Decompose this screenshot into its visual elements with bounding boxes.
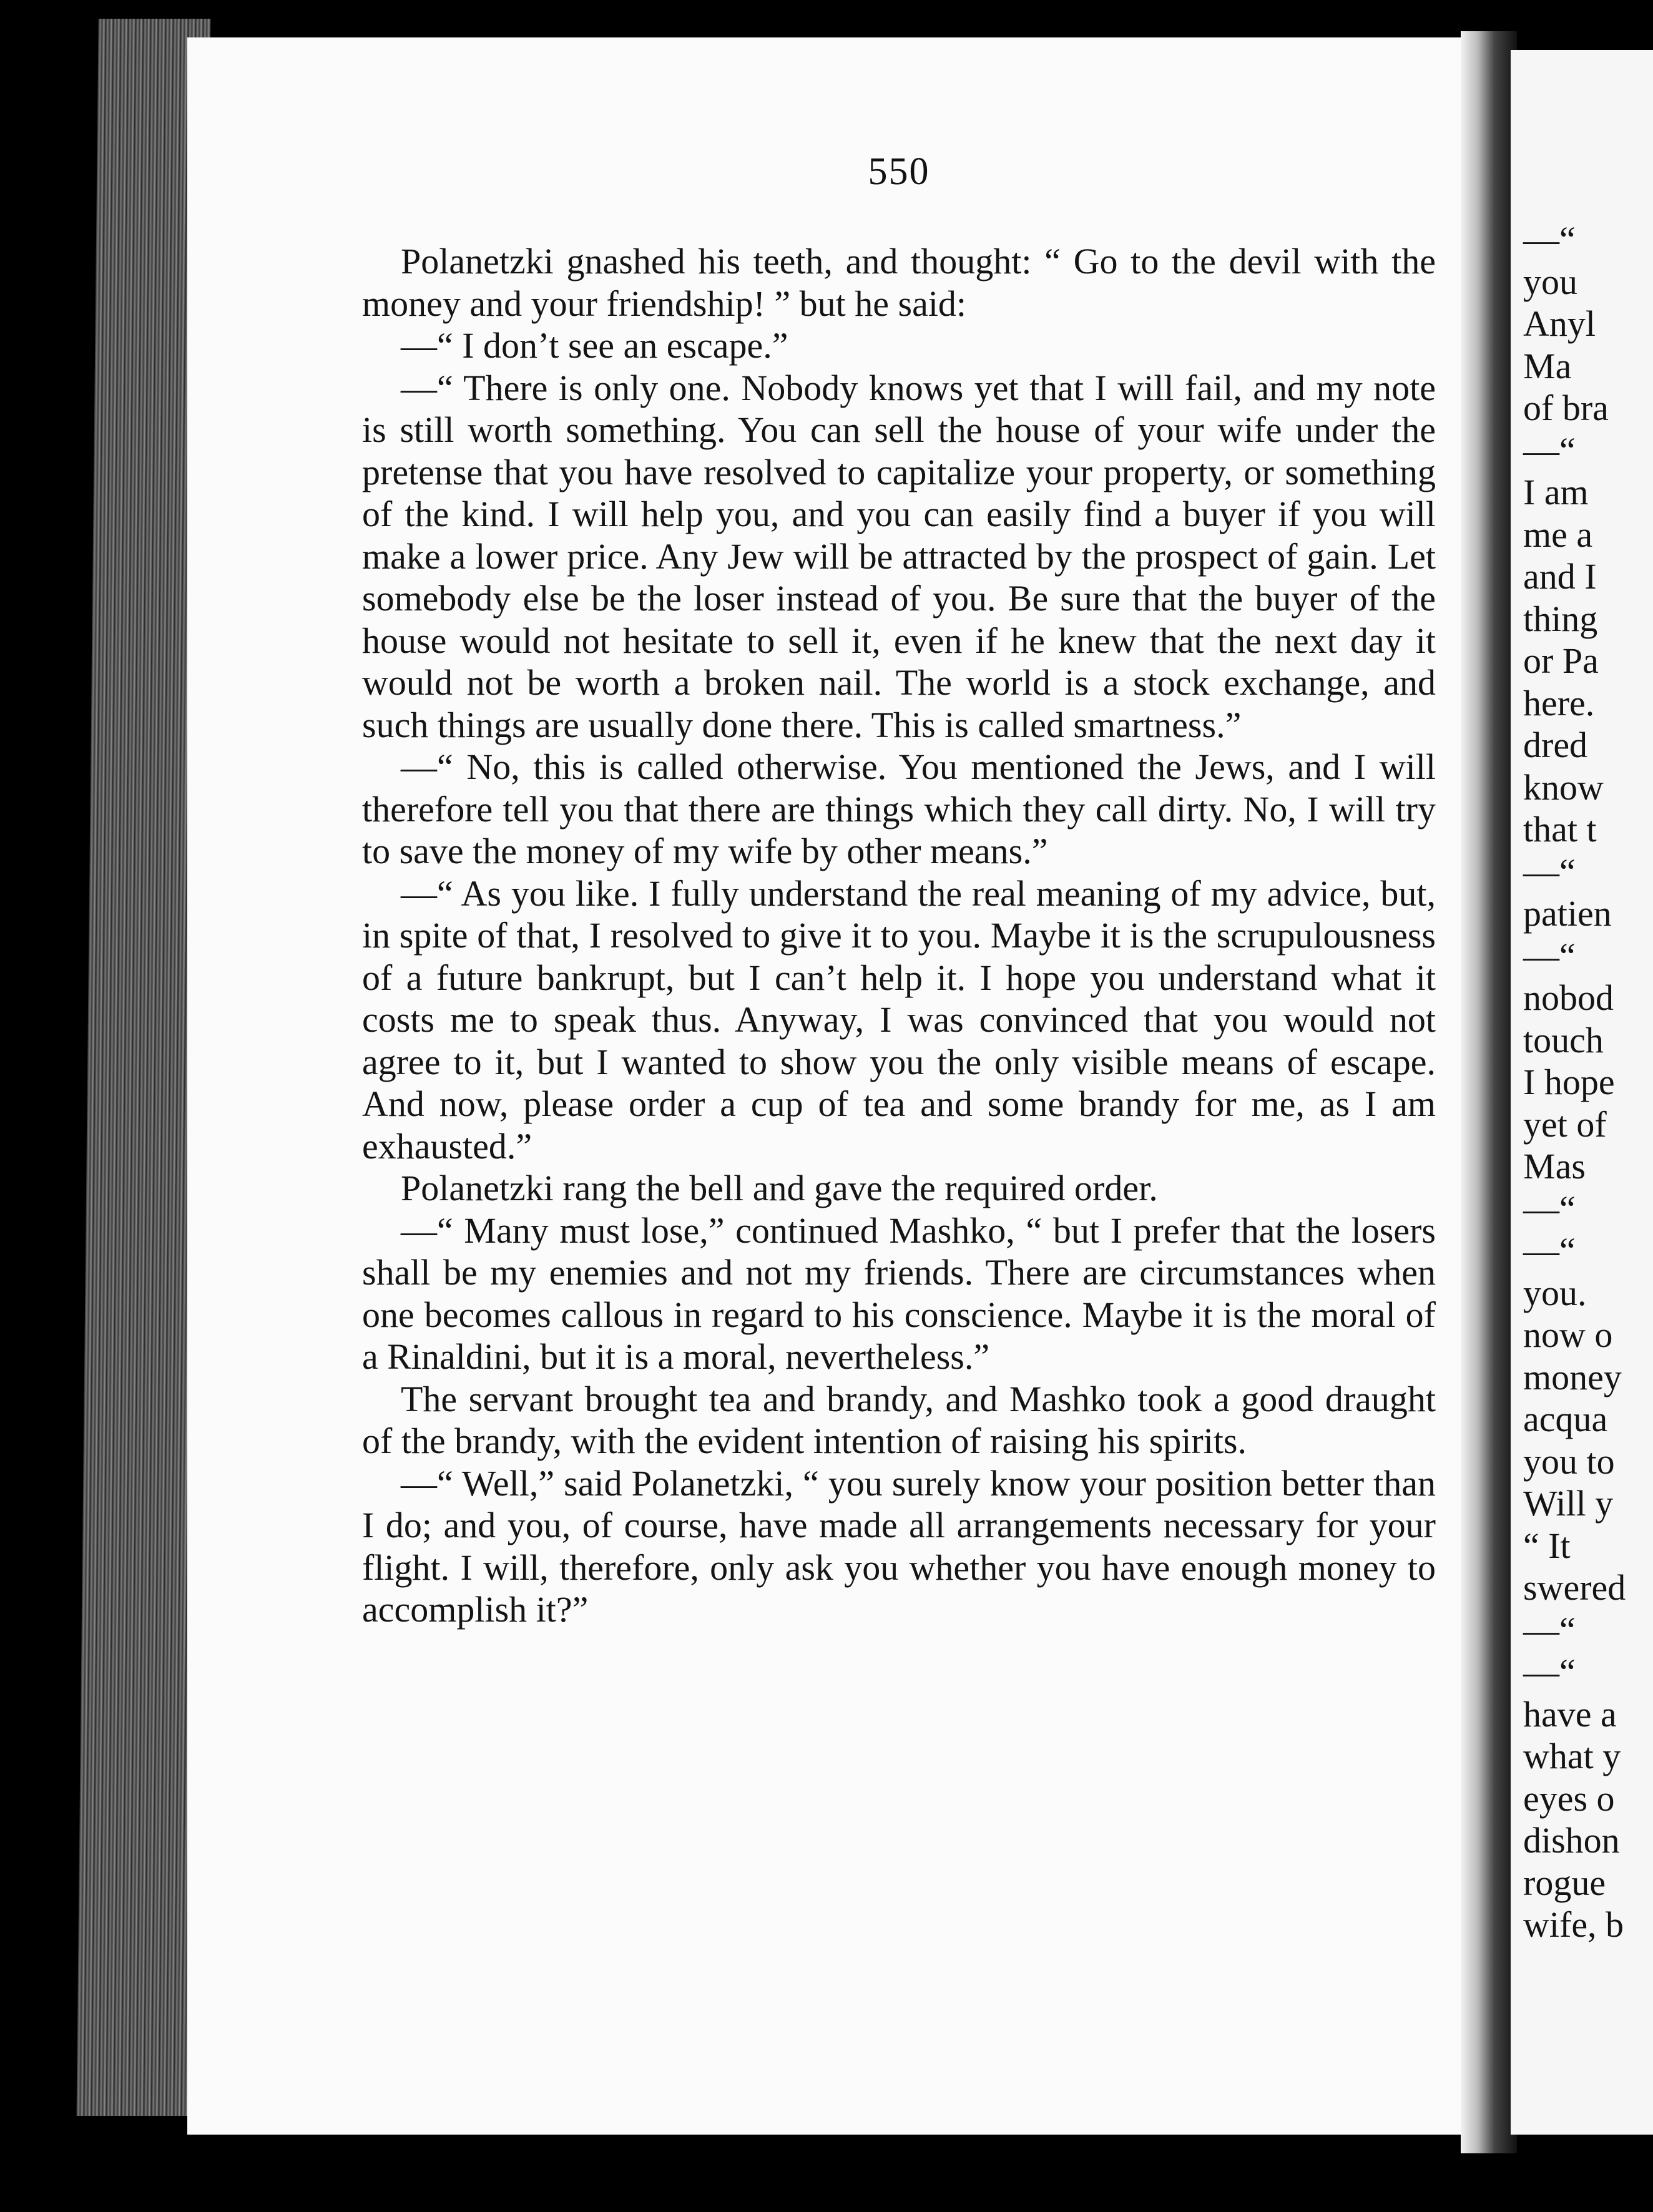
paragraph: —“ There is only one. Nobody knows yet that I will fail, and my note is still worth something. You can sell the house of your wife under the pretense that you have resolved to capitalize your property, or something of the kind. I will help you, and you can easily find a buyer if you will make a lower price. Any Jew will be attracted by the prospect of gain. Let somebody else be the loser instead of you. Be sure that the buyer of the house would not hesitate to sell it, even if he knew that the next day it would not be worth a broken nail. The world is a stock exchange, and such things are usually done there. This is called smartness.” [362,367,1436,745]
paragraph: The servant brought tea and brandy, and Mashko took a good draught of the brandy, with the evident intention of raising his spirits. [362,1378,1436,1461]
facing-page-line: Ma [1523,345,1572,386]
facing-page-line: what y [1523,1736,1621,1776]
facing-page-line: touch [1523,1019,1604,1060]
facing-page-line: —“ [1523,1230,1576,1271]
facing-page-line: yet of [1523,1104,1607,1145]
facing-page-text [1523,218,1653,1946]
facing-page-line: Anyl [1523,303,1596,344]
body-text [362,240,1436,1631]
facing-page-line: that t [1523,809,1597,849]
facing-page-line: acqua [1523,1399,1608,1439]
facing-page-line: here. [1523,682,1595,723]
facing-page-line: you to [1523,1441,1615,1482]
facing-page-line: I hope [1523,1062,1615,1102]
facing-page-line: nobod [1523,977,1614,1018]
facing-page-line: —“ [1523,1652,1576,1692]
paragraph: —“ No, this is called otherwise. You mentioned the Jews, and I will therefore tell you that there are things which they call dirty. No, I will try to save the money of my wife by other means.” [362,746,1436,871]
facing-page-line: dred [1523,725,1588,765]
page-number: 550 [868,150,930,193]
paragraph: —“ As you like. I fully understand the real meaning of my advice, but, in spite of that, I resolved to give it to you. Maybe it is the scrupulousness of a future bankrupt, but I can’t help it. I hope you understand what it costs me to speak thus. Anyway, I was convinced that you would not agree to it, but I wanted to show you the only visible means of escape. And now, please order a cup of tea and some brandy for me, as I am exhausted.” [362,873,1436,1167]
facing-page-line: now o [1523,1314,1613,1355]
facing-page-line: dishon [1523,1820,1620,1861]
facing-page-line: of bra [1523,388,1609,428]
facing-page-line: —“ [1523,851,1576,892]
facing-page-line: —“ [1523,1188,1576,1229]
facing-page-line: swered [1523,1567,1626,1608]
facing-page-line: —“ [1523,935,1576,976]
facing-page-line: patien [1523,893,1612,934]
facing-page-line: me a [1523,514,1593,555]
paragraph: —“ I don’t see an escape.” [401,325,788,366]
facing-page-line: thing [1523,598,1598,639]
facing-page-line: wife, b [1523,1904,1624,1945]
facing-page-line: —“ [1523,429,1576,471]
facing-page-line: —“ [1523,1609,1576,1650]
facing-page-line: and I [1523,556,1597,597]
facing-page-line: I am [1523,472,1589,512]
paragraph: —“ Well,” said Polanetzki, “ you surely know your position better than I do; and you, of course, have made all arrangements necessary for your flight. I will, therefore, only ask you whether you have enough money to accomplish it?” [362,1462,1436,1630]
facing-page-line: have a [1523,1693,1617,1735]
paragraph: —“ Many must lose,” continued Mashko, “ but I prefer that the losers shall be my enemies and not my friends. There are circumstances when one becomes callous in regard to his conscience. Maybe it is the moral of a Rinaldini, but it is a moral, nevertheless.” [362,1210,1436,1377]
facing-page-line: you [1523,261,1577,302]
book-gutter [1461,31,1517,2153]
facing-page-line: money [1523,1356,1622,1397]
facing-page-line: Mas [1523,1146,1586,1187]
paragraph: Polanetzki gnashed his teeth, and thought: “ Go to the devil with the money and your friendship! ” but he said: [362,241,1436,324]
facing-page-line: eyes o [1523,1778,1615,1819]
paragraph: Polanetzki rang the bell and gave the required order. [401,1168,1158,1208]
facing-page-line: “ It [1523,1525,1571,1566]
facing-page-line: —“ [1523,219,1576,260]
facing-page [1511,50,1653,2135]
facing-page-line: rogue [1523,1862,1606,1903]
facing-page-line: know [1523,766,1604,808]
facing-page-line: or Pa [1523,640,1599,681]
facing-page-line: you. [1523,1272,1587,1313]
facing-page-line: Will y [1523,1483,1614,1524]
